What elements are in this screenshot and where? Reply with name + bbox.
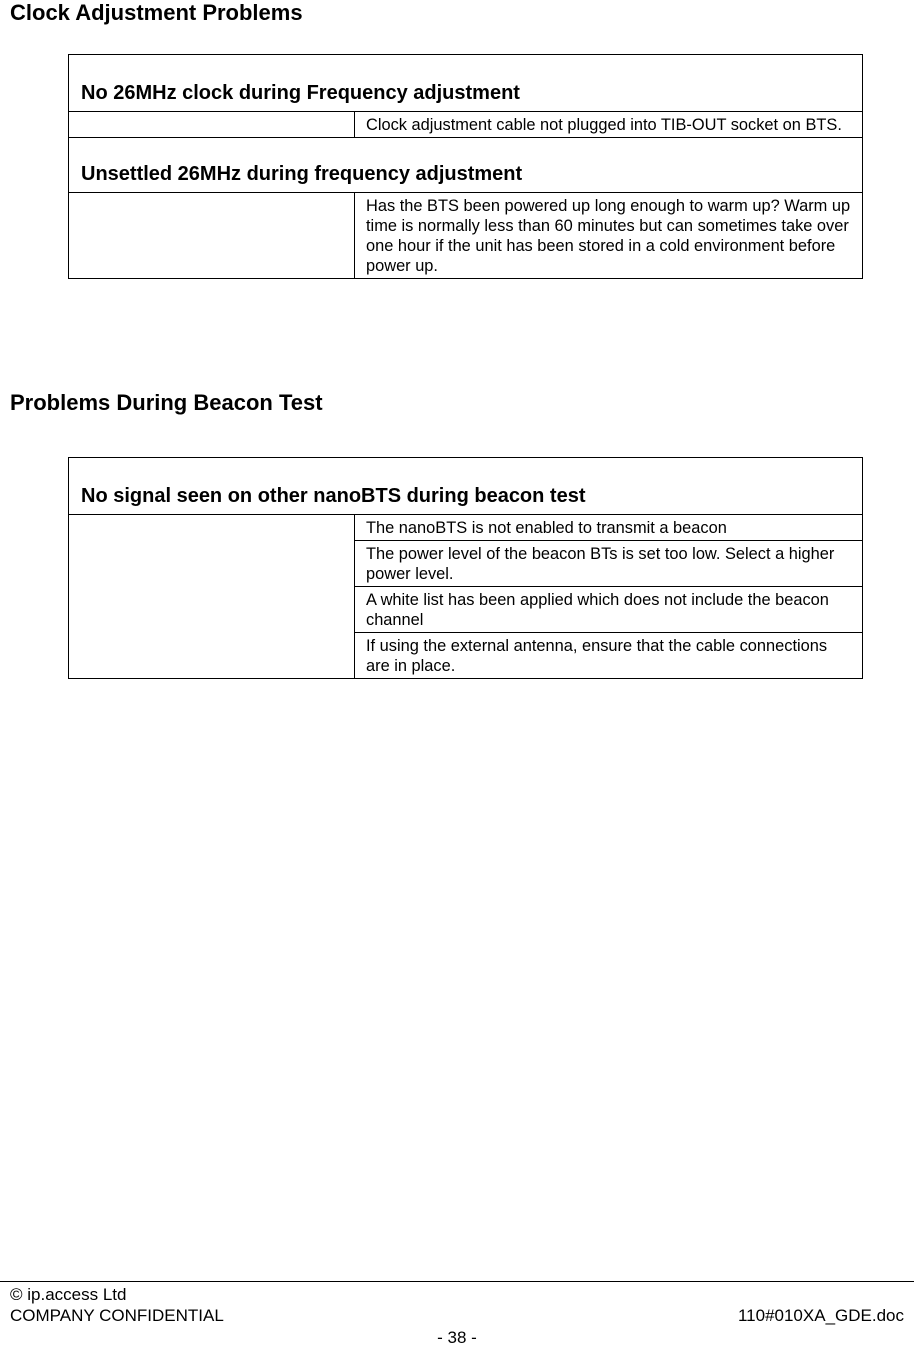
footer-document-id: 110#010XA_GDE.doc xyxy=(737,1306,904,1325)
cause-cell: A white list has been applied which does not include the beacon channel xyxy=(355,587,863,633)
blank-cell xyxy=(69,112,355,138)
cause-cell: The nanoBTS is not enabled to transmit a beacon xyxy=(355,515,863,541)
table-row xyxy=(69,193,863,279)
blank-cell xyxy=(69,193,355,279)
table-row xyxy=(69,138,863,193)
clock-adjustment-table xyxy=(68,54,863,279)
problem-heading: No signal seen on other nanoBTS during beacon test xyxy=(69,458,863,515)
cause-cell: Clock adjustment cable not plugged into TIB-OUT socket on BTS. xyxy=(355,112,863,138)
table-row xyxy=(69,515,863,541)
cause-cell: The power level of the beacon BTs is set too low. Select a higher power level. xyxy=(355,541,863,587)
table-row xyxy=(69,55,863,112)
beacon-test-table xyxy=(68,457,863,679)
problem-heading: No 26MHz clock during Frequency adjustment xyxy=(69,55,863,112)
section-title-clock-adjustment: Clock Adjustment Problems xyxy=(10,0,303,25)
footer-page-number: - 38 - xyxy=(437,1328,477,1347)
table-row xyxy=(69,112,863,138)
cause-cell: If using the external antenna, ensure that the cable connections are in place. xyxy=(355,633,863,679)
section-title-beacon-test: Problems During Beacon Test xyxy=(10,390,323,415)
problem-heading: Unsettled 26MHz during frequency adjustment xyxy=(69,138,863,193)
blank-cell xyxy=(69,515,355,679)
footer-divider xyxy=(0,1281,914,1282)
cause-cell: Has the BTS been powered up long enough to warm up? Warm up time is normally less than 60 minutes but can sometimes take over one hour if the unit has been stored in a cold environment before power up. xyxy=(355,193,863,279)
footer-copyright: © ip.access Ltd xyxy=(10,1285,127,1304)
table-row xyxy=(69,458,863,515)
footer-confidentiality: COMPANY CONFIDENTIAL xyxy=(10,1306,224,1325)
